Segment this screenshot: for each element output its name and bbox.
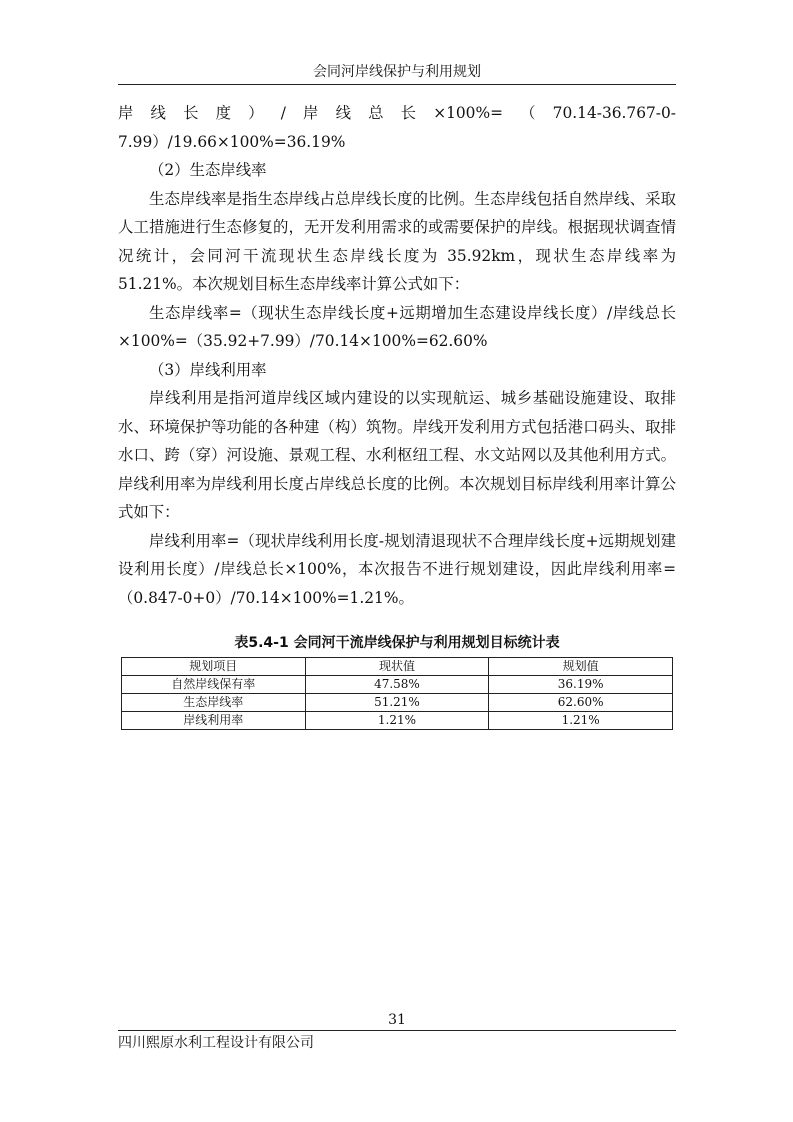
planning-targets-table [121, 657, 673, 730]
section-heading-shoreline-utilization-rate: （3）岸线利用率 [149, 360, 267, 379]
paragraph-ecological-shoreline-definition: 生态岸线率是指生态岸线占总岸线长度的比例。生态岸线包括自然岸线、采取人工措施进行生态修复的，无开发利用需求的或需要保护的岸线。根据现状调查情况统计，会同河干流现状生态岸线长度为 35.92km，现状生态岸线率为 51.21%。本次规划目标生态岸线率计算公式如下： [118, 189, 676, 293]
column-header-item: 规划项目 [122, 658, 306, 676]
table-cell: 36.19% [489, 676, 673, 694]
table-cell: 1.21% [489, 712, 673, 730]
table-row [122, 676, 673, 694]
table-cell: 岸线利用率 [122, 712, 306, 730]
footer-company-name: 四川熙原水利工程设计有限公司 [118, 1035, 314, 1051]
table-cell: 1.21% [305, 712, 489, 730]
paragraph-shoreline-utilization-definition: 岸线利用是指河道岸线区域内建设的以实现航运、城乡基础设施建设、取排水、环境保护等功能的各种建（构）筑物。岸线开发利用方式包括港口码头、取排水口、跨（穿）河设施、景观工程、水利枢纽工程、水文站网以及其他利用方式。岸线利用率为岸线利用长度占岸线总长度的比例。本次规划目标岸线利用率计算公式如下： [118, 389, 676, 521]
section-heading-ecological-shoreline-rate: （2）生态岸线率 [149, 161, 267, 179]
formula-ecological-shoreline-rate: 生态岸线率=（现状生态岸线长度+远期增加生态建设岸线长度）/岸线总长×100%=（35.92+7.99）/70.14×100%=62.60% [118, 303, 676, 350]
page-number: 31 [388, 1012, 406, 1028]
column-header-current: 现状值 [305, 658, 489, 676]
table-cell: 生态岸线率 [122, 694, 306, 712]
formula-shoreline-utilization-rate: 岸线利用率=（现状岸线利用长度-规划清退现状不合理岸线长度+远期规划建设利用长度）/岸线总长×100%，本次报告不进行规划建设，因此岸线利用率=（0.847-0+0）/70.14×100%=1.21%。 [118, 531, 676, 607]
header-divider [118, 84, 676, 85]
table-cell: 自然岸线保有率 [122, 676, 306, 694]
document-body [118, 99, 676, 612]
column-header-planned: 规划值 [489, 658, 673, 676]
table-caption: 表5.4-1 会同河干流岸线保护与利用规划目标统计表 [234, 635, 560, 651]
footer-divider [118, 1030, 676, 1031]
table-cell: 47.58% [305, 676, 489, 694]
page-header-title: 会同河岸线保护与利用规划 [313, 64, 481, 80]
table-cell: 62.60% [489, 694, 673, 712]
table-cell: 51.21% [305, 694, 489, 712]
table-header-row [122, 658, 673, 676]
table-row [122, 694, 673, 712]
table-row [122, 712, 673, 730]
paragraph-continuation: 岸线长度）/岸线总长×100%=（70.14-36.767-0-7.99）/19.66×100%=36.19% [118, 104, 676, 151]
